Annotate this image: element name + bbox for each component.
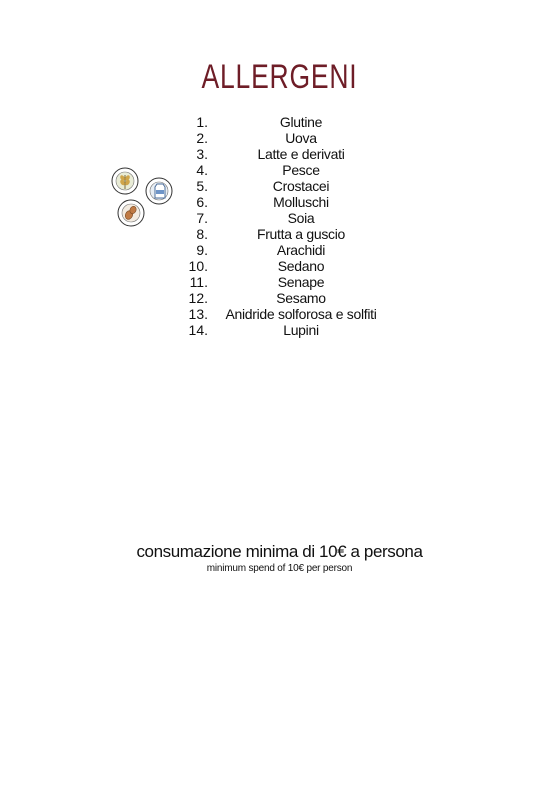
item-name: Anidride solforosa e solfiti bbox=[225, 306, 377, 322]
wheat-icon bbox=[110, 166, 140, 196]
allergen-list bbox=[180, 114, 420, 338]
item-name: Lupini bbox=[283, 322, 319, 338]
allergen-icons bbox=[108, 164, 178, 230]
item-number: 9. bbox=[196, 242, 208, 258]
item-number: 8. bbox=[196, 226, 208, 242]
list-item bbox=[180, 306, 420, 322]
list-item bbox=[180, 322, 420, 338]
list-item bbox=[180, 290, 420, 306]
item-name: Sedano bbox=[277, 258, 325, 274]
item-number: 7. bbox=[196, 210, 208, 226]
list-item bbox=[180, 162, 420, 178]
item-number: 5. bbox=[196, 178, 208, 194]
item-name: Uova bbox=[285, 130, 317, 146]
minimum-spend-en: minimum spend of 10€ per person bbox=[206, 563, 353, 574]
milk-icon bbox=[144, 176, 174, 206]
item-number: 13. bbox=[188, 306, 208, 322]
page-title: ALLERGENI bbox=[201, 58, 358, 96]
item-name: Soia bbox=[287, 210, 315, 226]
list-item bbox=[180, 194, 420, 210]
list-item bbox=[180, 178, 420, 194]
list-item bbox=[180, 130, 420, 146]
item-name: Arachidi bbox=[276, 242, 326, 258]
item-number: 14. bbox=[188, 322, 208, 338]
item-name: Latte e derivati bbox=[257, 146, 345, 162]
item-number: 6. bbox=[196, 194, 208, 210]
item-number: 11. bbox=[189, 274, 208, 290]
item-name: Frutta a guscio bbox=[256, 226, 346, 242]
item-name: Sesamo bbox=[276, 290, 326, 306]
list-item bbox=[180, 146, 420, 162]
item-name: Crostacei bbox=[272, 178, 330, 194]
item-name: Molluschi bbox=[273, 194, 329, 210]
item-number: 10. bbox=[188, 258, 208, 274]
item-name: Pesce bbox=[282, 162, 320, 178]
item-number: 1. bbox=[196, 114, 208, 130]
item-name: Senape bbox=[277, 274, 325, 290]
item-number: 2. bbox=[196, 130, 208, 146]
list-item bbox=[180, 226, 420, 242]
item-number: 4. bbox=[196, 162, 208, 178]
minimum-spend-it: consumazione minima di 10€ a persona bbox=[136, 542, 423, 561]
item-number: 12. bbox=[188, 290, 208, 306]
list-item bbox=[180, 274, 420, 290]
item-name: Glutine bbox=[279, 114, 323, 130]
list-item bbox=[180, 210, 420, 226]
list-item bbox=[180, 242, 420, 258]
item-number: 3. bbox=[196, 146, 208, 162]
list-item bbox=[180, 114, 420, 130]
list-item bbox=[180, 258, 420, 274]
peanut-icon bbox=[116, 198, 146, 228]
